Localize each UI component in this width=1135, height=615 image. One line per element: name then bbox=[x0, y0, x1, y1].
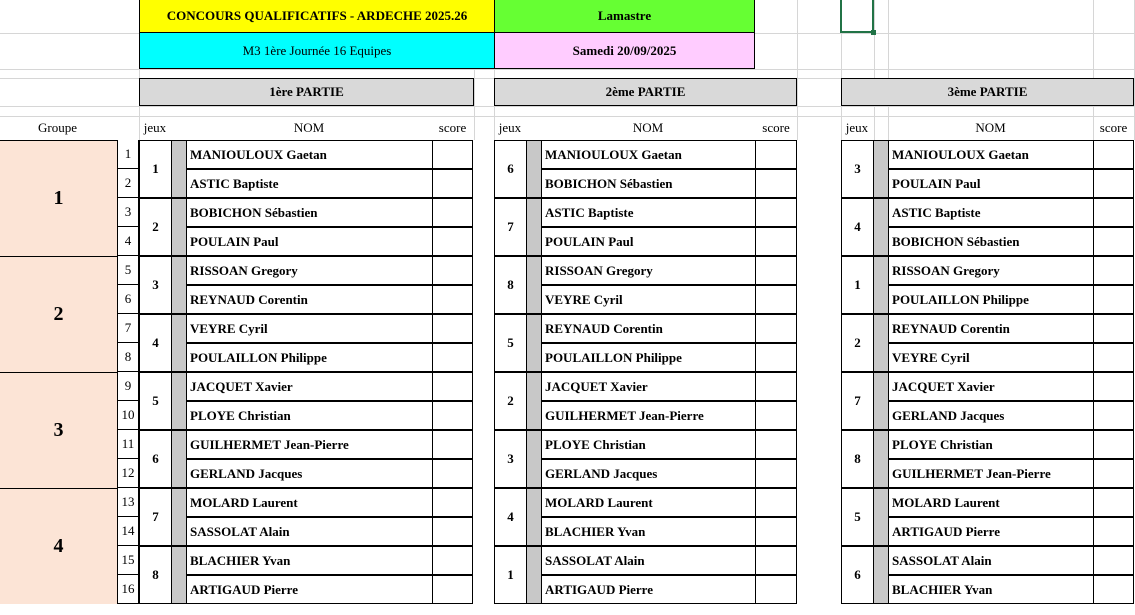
jeu-number[interactable]: 6 bbox=[139, 430, 171, 488]
player-name[interactable]: MOLARD Laurent bbox=[541, 488, 755, 517]
jeu-number[interactable]: 7 bbox=[494, 198, 526, 256]
jeu-number[interactable]: 4 bbox=[841, 198, 873, 256]
jeu-number[interactable]: 2 bbox=[139, 198, 171, 256]
player-name[interactable]: GUILHERMET Jean-Pierre bbox=[888, 459, 1093, 488]
score-cell[interactable] bbox=[1093, 169, 1134, 198]
jeu-separator bbox=[171, 198, 186, 256]
jeu-number[interactable]: 3 bbox=[139, 256, 171, 314]
score-cell[interactable] bbox=[432, 575, 473, 604]
jeu-number[interactable]: 4 bbox=[494, 488, 526, 546]
score-cell[interactable] bbox=[1093, 256, 1134, 285]
jeu-number[interactable]: 5 bbox=[494, 314, 526, 372]
player-name[interactable]: ARTIGAUD Pierre bbox=[888, 517, 1093, 546]
score-cell[interactable] bbox=[432, 488, 473, 517]
row-number: 5 bbox=[118, 256, 139, 285]
player-name[interactable]: BLACHIER Yvan bbox=[888, 575, 1093, 604]
score-cell[interactable] bbox=[432, 314, 473, 343]
player-name[interactable]: REYNAUD Corentin bbox=[186, 285, 432, 314]
player-name[interactable]: ASTIC Baptiste bbox=[186, 169, 432, 198]
player-name[interactable]: JACQUET Xavier bbox=[888, 372, 1093, 401]
player-name[interactable]: SASSOLAT Alain bbox=[541, 546, 755, 575]
player-name[interactable]: POULAIN Paul bbox=[541, 227, 755, 256]
part-title-2: 2ème PARTIE bbox=[494, 78, 797, 106]
jeu-number[interactable]: 2 bbox=[841, 314, 873, 372]
jeu-separator bbox=[171, 140, 186, 198]
score-cell[interactable] bbox=[755, 285, 797, 314]
date-cell[interactable]: Samedi 20/09/2025 bbox=[494, 32, 755, 69]
score-cell[interactable] bbox=[755, 430, 797, 459]
row-number: 13 bbox=[118, 488, 139, 517]
jeu-separator bbox=[873, 372, 888, 430]
player-name[interactable]: VEYRE Cyril bbox=[186, 314, 432, 343]
score-cell[interactable] bbox=[1093, 517, 1134, 546]
nom-header: NOM bbox=[293, 120, 325, 135]
gridline-h bbox=[0, 106, 1135, 107]
score-cell[interactable] bbox=[1093, 546, 1134, 575]
player-name[interactable]: JACQUET Xavier bbox=[541, 372, 755, 401]
gridline-v bbox=[797, 0, 798, 140]
player-name[interactable]: POULAILLON Philippe bbox=[888, 285, 1093, 314]
player-name[interactable]: ARTIGAUD Pierre bbox=[541, 575, 755, 604]
player-name[interactable]: GUILHERMET Jean-Pierre bbox=[541, 401, 755, 430]
group-cell[interactable]: 2 bbox=[0, 256, 118, 372]
player-name[interactable]: MANIOULOUX Gaetan bbox=[186, 140, 432, 169]
part-title-1: 1ère PARTIE bbox=[139, 78, 474, 106]
score-cell[interactable] bbox=[1093, 372, 1134, 401]
player-name[interactable]: GERLAND Jacques bbox=[186, 459, 432, 488]
score-cell[interactable] bbox=[1093, 430, 1134, 459]
jeu-number[interactable]: 8 bbox=[139, 546, 171, 604]
gridline-v bbox=[874, 0, 875, 140]
score-cell[interactable] bbox=[432, 256, 473, 285]
jeux-header: jeux bbox=[845, 120, 869, 135]
jeu-separator bbox=[171, 256, 186, 314]
jeu-separator bbox=[171, 314, 186, 372]
jeu-number[interactable]: 8 bbox=[841, 430, 873, 488]
row-number: 1 bbox=[118, 140, 139, 169]
jeu-separator bbox=[526, 256, 541, 314]
score-cell[interactable] bbox=[1093, 314, 1134, 343]
score-cell[interactable] bbox=[432, 140, 473, 169]
row-number: 15 bbox=[118, 546, 139, 575]
score-cell[interactable] bbox=[432, 169, 473, 198]
score-cell[interactable] bbox=[755, 517, 797, 546]
player-name[interactable]: MANIOULOUX Gaetan bbox=[888, 140, 1093, 169]
score-cell[interactable] bbox=[755, 372, 797, 401]
selected-cell[interactable] bbox=[840, 0, 874, 33]
player-name[interactable]: BLACHIER Yvan bbox=[541, 517, 755, 546]
row-number: 4 bbox=[118, 227, 139, 256]
row-number: 11 bbox=[118, 430, 139, 459]
jeu-separator bbox=[526, 430, 541, 488]
jeu-number[interactable]: 7 bbox=[841, 372, 873, 430]
group-cell[interactable]: 3 bbox=[0, 372, 118, 488]
score-cell[interactable] bbox=[1093, 198, 1134, 227]
score-cell[interactable] bbox=[755, 198, 797, 227]
jeu-number[interactable]: 5 bbox=[139, 372, 171, 430]
score-cell[interactable] bbox=[432, 517, 473, 546]
player-name[interactable]: GERLAND Jacques bbox=[888, 401, 1093, 430]
player-name[interactable]: MOLARD Laurent bbox=[186, 488, 432, 517]
jeu-separator bbox=[526, 488, 541, 546]
score-cell[interactable] bbox=[755, 488, 797, 517]
score-header: score bbox=[1099, 120, 1128, 135]
player-name[interactable]: BLACHIER Yvan bbox=[186, 546, 432, 575]
jeu-separator bbox=[526, 546, 541, 604]
row-number: 16 bbox=[118, 575, 139, 604]
jeu-number[interactable]: 5 bbox=[841, 488, 873, 546]
groupe-header: Groupe bbox=[38, 120, 77, 135]
score-cell[interactable] bbox=[755, 227, 797, 256]
score-header: score bbox=[762, 120, 790, 135]
score-cell[interactable] bbox=[432, 546, 473, 575]
player-name[interactable]: BOBICHON Sébastien bbox=[888, 227, 1093, 256]
jeu-number[interactable]: 6 bbox=[841, 546, 873, 604]
player-name[interactable]: BOBICHON Sébastien bbox=[186, 198, 432, 227]
row-number: 7 bbox=[118, 314, 139, 343]
score-cell[interactable] bbox=[755, 140, 797, 169]
part-title-3: 3ème PARTIE bbox=[841, 78, 1134, 106]
player-name[interactable]: GUILHERMET Jean-Pierre bbox=[186, 430, 432, 459]
jeu-number[interactable]: 1 bbox=[494, 546, 526, 604]
player-name[interactable]: VEYRE Cyril bbox=[541, 285, 755, 314]
score-cell[interactable] bbox=[755, 314, 797, 343]
jeu-number[interactable]: 7 bbox=[139, 488, 171, 546]
score-cell[interactable] bbox=[1093, 227, 1134, 256]
score-cell[interactable] bbox=[755, 169, 797, 198]
player-name[interactable]: REYNAUD Corentin bbox=[541, 314, 755, 343]
score-cell[interactable] bbox=[755, 343, 797, 372]
player-name[interactable]: POULAIN Paul bbox=[888, 169, 1093, 198]
jeu-separator bbox=[873, 256, 888, 314]
player-name[interactable]: PLOYE Christian bbox=[186, 401, 432, 430]
player-name[interactable]: PLOYE Christian bbox=[541, 430, 755, 459]
score-cell[interactable] bbox=[432, 285, 473, 314]
jeu-number[interactable]: 3 bbox=[494, 430, 526, 488]
gridline-h bbox=[0, 69, 1135, 70]
fill-handle[interactable] bbox=[871, 30, 876, 35]
jeu-separator bbox=[873, 198, 888, 256]
jeu-separator bbox=[873, 546, 888, 604]
player-name[interactable]: ASTIC Baptiste bbox=[888, 198, 1093, 227]
player-name[interactable]: VEYRE Cyril bbox=[888, 343, 1093, 372]
row-number: 8 bbox=[118, 343, 139, 372]
score-cell[interactable] bbox=[755, 256, 797, 285]
row-number: 3 bbox=[118, 198, 139, 227]
row-number: 14 bbox=[118, 517, 139, 546]
player-name[interactable]: POULAILLON Philippe bbox=[541, 343, 755, 372]
score-cell[interactable] bbox=[432, 459, 473, 488]
jeu-separator bbox=[526, 372, 541, 430]
score-cell[interactable] bbox=[1093, 459, 1134, 488]
score-cell[interactable] bbox=[755, 459, 797, 488]
score-cell[interactable] bbox=[432, 198, 473, 227]
player-name[interactable]: REYNAUD Corentin bbox=[888, 314, 1093, 343]
row-number: 9 bbox=[118, 372, 139, 401]
score-cell[interactable] bbox=[432, 430, 473, 459]
player-name[interactable]: GERLAND Jacques bbox=[541, 459, 755, 488]
jeu-separator bbox=[171, 430, 186, 488]
score-cell[interactable] bbox=[1093, 575, 1134, 604]
jeu-number[interactable]: 2 bbox=[494, 372, 526, 430]
player-name[interactable]: ARTIGAUD Pierre bbox=[186, 575, 432, 604]
score-cell[interactable] bbox=[432, 227, 473, 256]
jeu-separator bbox=[873, 314, 888, 372]
player-name[interactable]: SASSOLAT Alain bbox=[186, 517, 432, 546]
player-name[interactable]: JACQUET Xavier bbox=[186, 372, 432, 401]
score-cell[interactable] bbox=[1093, 140, 1134, 169]
score-cell[interactable] bbox=[432, 343, 473, 372]
jeu-number[interactable]: 1 bbox=[841, 256, 873, 314]
jeu-number[interactable]: 1 bbox=[139, 140, 171, 198]
jeu-separator bbox=[171, 488, 186, 546]
group-cell[interactable]: 4 bbox=[0, 488, 118, 604]
row-number: 6 bbox=[118, 285, 139, 314]
jeu-separator bbox=[171, 372, 186, 430]
player-name[interactable]: POULAILLON Philippe bbox=[186, 343, 432, 372]
player-name[interactable]: POULAIN Paul bbox=[186, 227, 432, 256]
jeu-separator bbox=[526, 314, 541, 372]
row-number: 10 bbox=[118, 401, 139, 430]
row-number: 12 bbox=[118, 459, 139, 488]
jeu-number[interactable]: 8 bbox=[494, 256, 526, 314]
score-cell[interactable] bbox=[755, 401, 797, 430]
score-header: score bbox=[438, 120, 467, 135]
jeu-number[interactable]: 3 bbox=[841, 140, 873, 198]
nom-header: NOM bbox=[632, 120, 664, 135]
jeu-separator bbox=[873, 140, 888, 198]
player-name[interactable]: RISSOAN Gregory bbox=[186, 256, 432, 285]
location-cell[interactable]: Lamastre bbox=[494, 0, 755, 33]
jeux-header: jeux bbox=[143, 120, 167, 135]
jeux-header: jeux bbox=[498, 120, 522, 135]
player-name[interactable]: MANIOULOUX Gaetan bbox=[541, 140, 755, 169]
jeu-separator bbox=[873, 430, 888, 488]
score-cell[interactable] bbox=[1093, 401, 1134, 430]
player-name[interactable]: PLOYE Christian bbox=[888, 430, 1093, 459]
score-cell[interactable] bbox=[1093, 285, 1134, 314]
player-name[interactable]: MOLARD Laurent bbox=[888, 488, 1093, 517]
score-cell[interactable] bbox=[1093, 488, 1134, 517]
player-name[interactable]: BOBICHON Sébastien bbox=[541, 169, 755, 198]
jeu-number[interactable]: 4 bbox=[139, 314, 171, 372]
player-name[interactable]: ASTIC Baptiste bbox=[541, 198, 755, 227]
player-name[interactable]: SASSOLAT Alain bbox=[888, 546, 1093, 575]
score-cell[interactable] bbox=[1093, 343, 1134, 372]
jeu-separator bbox=[873, 488, 888, 546]
group-cell[interactable]: 1 bbox=[0, 140, 118, 256]
jeu-separator bbox=[526, 198, 541, 256]
player-name[interactable]: RISSOAN Gregory bbox=[541, 256, 755, 285]
score-cell[interactable] bbox=[432, 372, 473, 401]
row-number: 2 bbox=[118, 169, 139, 198]
score-cell[interactable] bbox=[755, 575, 797, 604]
jeu-number[interactable]: 6 bbox=[494, 140, 526, 198]
jeu-separator bbox=[171, 546, 186, 604]
jeu-separator bbox=[526, 140, 541, 198]
nom-header: NOM bbox=[975, 120, 1006, 135]
player-name[interactable]: RISSOAN Gregory bbox=[888, 256, 1093, 285]
title-cell[interactable]: CONCOURS QUALIFICATIFS - ARDECHE 2025.26 bbox=[139, 0, 495, 33]
score-cell[interactable] bbox=[755, 546, 797, 575]
score-cell[interactable] bbox=[432, 401, 473, 430]
subtitle-cell[interactable]: M3 1ère Journée 16 Equipes bbox=[139, 32, 495, 69]
